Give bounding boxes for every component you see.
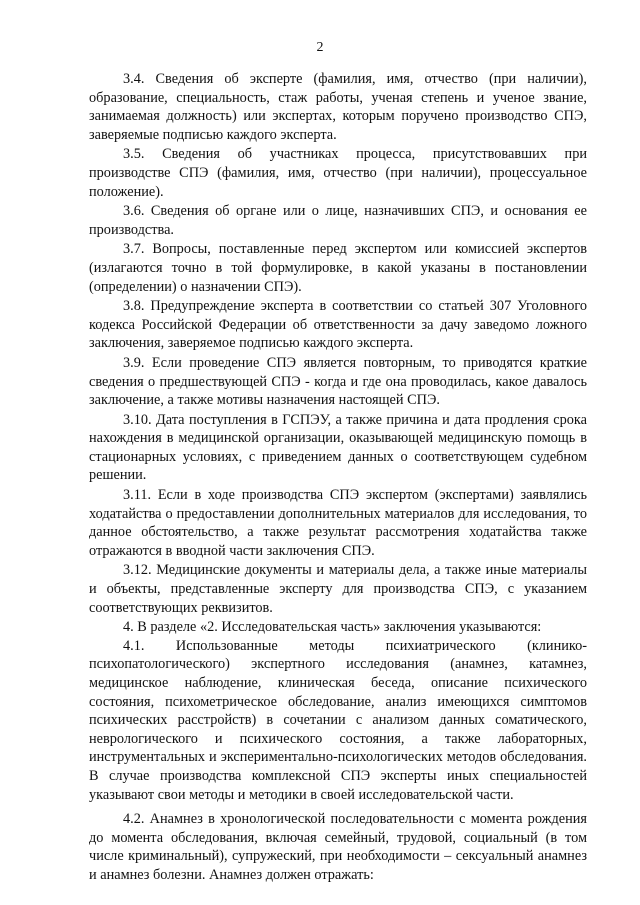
paragraph-3-6: 3.6. Сведения об органе или о лице, назначивших СПЭ, и основания ее производства. <box>89 203 587 238</box>
paragraph-4-2: 4.2. Анамнез в хронологической последовательности с момента рождения до момента обследования, включая семейный, трудовой, социальный (в том числе криминальный), супружеский, при необходимости – сексуальный анамнез и анамнез болезни. Анамнез должен отражать: <box>89 811 587 883</box>
paragraph-3-9: 3.9. Если проведение СПЭ является повторным, то приводятся краткие сведения о предшествующей СПЭ - когда и где она проводилась, какое давалось заключение, а также мотивы назначения настоящей СПЭ. <box>89 354 587 409</box>
paragraph-3-5: 3.5. Сведения об участниках процесса, присутствовавших при производстве СПЭ (фамилия, имя, отчество (при наличии), процессуальное положение). <box>89 146 587 200</box>
paragraph-3-11: 3.11. Если в ходе производства СПЭ экспертом (экспертами) заявлялись ходатайства о предоставлении дополнительных материалов для исследования, то данное обстоятельство, а также результат рассмотрения ходатайства также отражаются в вводной части заключения СПЭ. <box>89 487 587 559</box>
paragraph-4: 4. В разделе «2. Исследовательская часть» заключения указываются: <box>123 619 542 636</box>
paragraph-3-4: 3.4. Сведения об эксперте (фамилия, имя, отчество (при наличии), образование, специальность, стаж работы, ученая степень и ученое звание, занимаемая должность) или экспертах, которым поручено производство СПЭ, заверяемые подписью каждого эксперта. <box>89 71 587 143</box>
paragraph-3-8: 3.8. Предупреждение эксперта в соответствии со статьей 307 Уголовного кодекса Российской Федерации об ответственности за дачу заведомо ложного заключения, заверяемое подписью каждого эксперта. <box>89 298 587 352</box>
paragraph-3-12: 3.12. Медицинские документы и материалы дела, а также иные материалы и объекты, представленные эксперту для производства СПЭ, с указанием соответствующих реквизитов. <box>89 562 587 616</box>
paragraph-3-10: 3.10. Дата поступления в ГСПЭУ, а также причина и дата продления срока нахождения в медицинской организации, оказывающей медицинскую помощь в стационарных условиях, с приведением данных о соответствующем судебном решении. <box>89 411 587 484</box>
paragraph-3-7: 3.7. Вопросы, поставленные перед экспертом или комиссией экспертов (излагаются точно в той формулировке, в какой указаны в постановлении (определении) о назначении СПЭ). <box>89 241 587 295</box>
paragraph-4-1: 4.1. Использованные методы психиатрического (клинико-психопатологического) экспертного исследования (анамнез, катамнез, медицинское наблюдение, клиническая беседа, описание психического состояния, психометрическое обследование, анализ имеющихся симптомов психических расстройств) в сочетании с анализом данных соматического, неврологического и психического состояния, а также лабораторных, инструментальных и экспериментально-психологических методов обследования. В случае производства комплексной СПЭ эксперты иных специальностей указывают свои методы и методики в своей исследовательской части. <box>89 637 587 803</box>
document-body <box>89 70 587 885</box>
page-number: 2 <box>316 40 324 55</box>
